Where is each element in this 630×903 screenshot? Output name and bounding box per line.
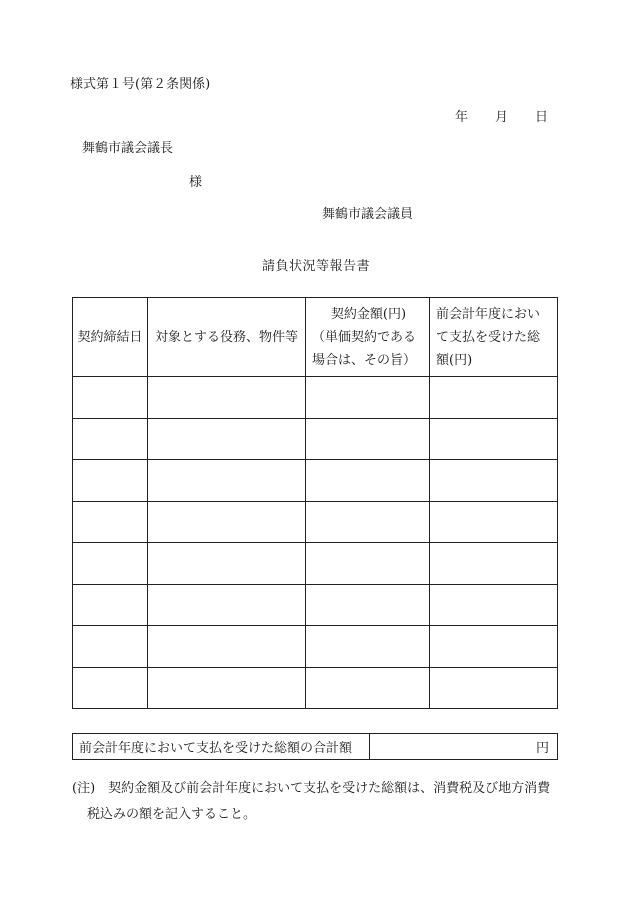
total-table — [72, 733, 558, 760]
honorific: 様 — [189, 175, 203, 190]
subject-cell[interactable] — [148, 418, 306, 460]
amount-cell[interactable] — [306, 418, 430, 460]
header-amount-line3: 場合は、その旨） — [312, 352, 417, 368]
date-day-label: 日 — [535, 110, 549, 125]
table-row — [73, 501, 558, 543]
table-body — [73, 377, 558, 709]
table-row — [73, 377, 558, 419]
subject-cell[interactable] — [148, 460, 306, 502]
date-month-label: 月 — [495, 110, 509, 125]
note — [72, 776, 572, 828]
contract-date-cell[interactable] — [73, 501, 148, 543]
total-paid-cell[interactable] — [430, 584, 558, 626]
table-row — [73, 418, 558, 460]
document-title: 請負状況等報告書 — [262, 259, 371, 274]
header-contract-amount — [306, 298, 430, 377]
amount-cell[interactable] — [306, 501, 430, 543]
amount-cell[interactable] — [306, 377, 430, 419]
header-amount-line2: （単価契約である — [312, 329, 417, 345]
table-row — [73, 584, 558, 626]
date-line — [455, 106, 548, 125]
addressee: 舞鶴市議会議長 — [82, 141, 174, 156]
table-header-row — [73, 298, 558, 377]
reporter: 舞鶴市議会議員 — [322, 207, 414, 222]
date-year-label: 年 — [455, 110, 469, 125]
header-contract-date: 契約締結日 — [73, 298, 148, 377]
contract-date-cell[interactable] — [73, 626, 148, 668]
total-paid-cell[interactable] — [430, 377, 558, 419]
total-paid-cell[interactable] — [430, 667, 558, 709]
total-unit: 円 — [535, 741, 549, 756]
amount-cell[interactable] — [306, 667, 430, 709]
total-amount-field[interactable] — [370, 734, 558, 760]
contract-date-cell[interactable] — [73, 584, 148, 626]
total-paid-cell[interactable] — [430, 543, 558, 585]
subject-cell[interactable] — [148, 584, 306, 626]
form-number: 様式第１号(第２条関係) — [70, 77, 211, 92]
table-row — [73, 543, 558, 585]
subject-cell[interactable] — [148, 626, 306, 668]
contract-date-cell[interactable] — [73, 460, 148, 502]
amount-cell[interactable] — [306, 543, 430, 585]
total-paid-cell[interactable] — [430, 418, 558, 460]
subject-cell[interactable] — [148, 667, 306, 709]
contract-date-cell[interactable] — [73, 543, 148, 585]
header-subject: 対象とする役務、物件等 — [148, 298, 306, 377]
contract-date-cell[interactable] — [73, 667, 148, 709]
total-row — [73, 734, 558, 760]
table-row — [73, 460, 558, 502]
note-line1: (注) 契約金額及び前会計年度において支払を受けた総額は、消費税及び地方消費 — [72, 781, 551, 796]
table-row — [73, 667, 558, 709]
subject-cell[interactable] — [148, 543, 306, 585]
header-total-line1: 前会計年度におい — [436, 306, 541, 322]
total-paid-cell[interactable] — [430, 501, 558, 543]
contract-date-cell[interactable] — [73, 418, 148, 460]
total-label: 前会計年度において支払を受けた総額の合計額 — [73, 734, 370, 760]
total-paid-cell[interactable] — [430, 626, 558, 668]
header-total-paid — [430, 298, 558, 377]
header-amount-line1: 契約金額(円) — [330, 306, 407, 322]
amount-cell[interactable] — [306, 584, 430, 626]
header-total-line2: て支払を受けた総 — [436, 329, 541, 345]
table-row — [73, 626, 558, 668]
contract-table — [72, 297, 558, 709]
total-paid-cell[interactable] — [430, 460, 558, 502]
subject-cell[interactable] — [148, 377, 306, 419]
header-total-line3: 額(円) — [436, 352, 473, 368]
contract-date-cell[interactable] — [73, 377, 148, 419]
amount-cell[interactable] — [306, 460, 430, 502]
subject-cell[interactable] — [148, 501, 306, 543]
amount-cell[interactable] — [306, 626, 430, 668]
note-line2: 税込みの額を記入すること。 — [87, 807, 257, 822]
